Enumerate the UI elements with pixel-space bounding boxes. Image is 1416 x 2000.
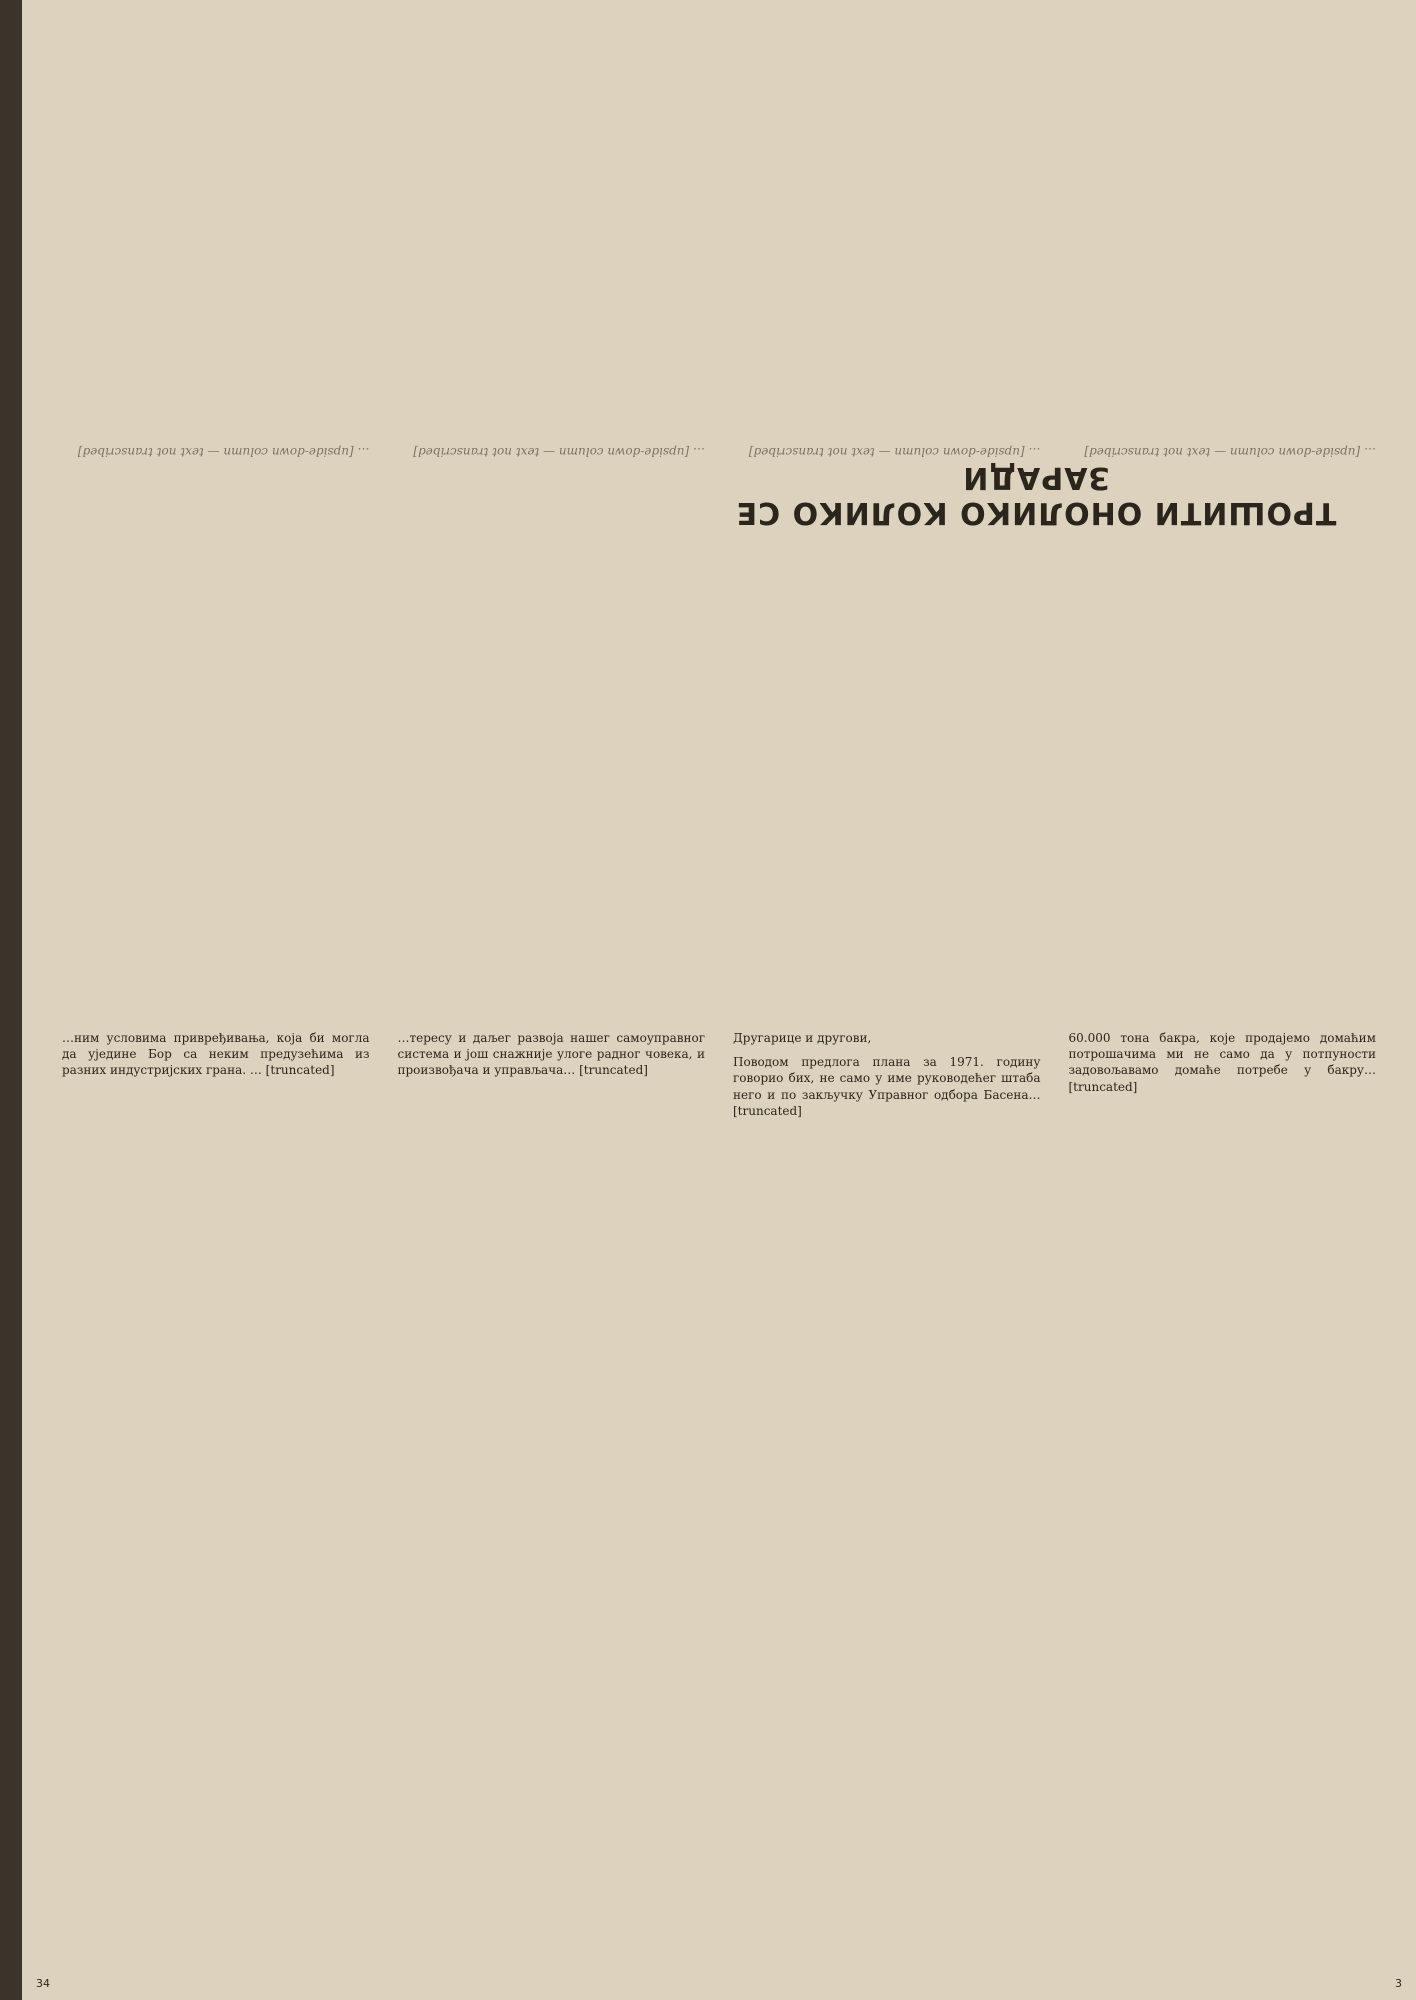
upper-page: [22, 0, 1416, 1000]
lower-column-4: 60.000 тона бакра, које продајемо домаћим потрошачима ми не само да у потпуности задовољавамо домаће потребе у бакру… [truncated]: [1068, 1031, 1376, 1094]
page-number-right: 3: [1395, 1977, 1402, 1990]
page-number-left: 34: [36, 1977, 50, 1990]
headline: ТРОШИТИ ОНОЛИКО КОЛИКО СЕ ЗАРАДИ: [735, 460, 1337, 530]
upper-column-2: … [upside-down column — text not transcribed]: [748, 445, 1041, 459]
lower-page: [22, 1000, 1416, 2000]
lower-column-2: …тересу и даљег развоја нашег самоуправног система и још снажније улоге радног човека, и произвођача и управљача… [truncated]: [397, 1031, 705, 1078]
salutation: Другарице и другови,: [733, 1031, 872, 1045]
upper-column-3: … [upside-down column — text not transcribed]: [413, 445, 705, 459]
binding-spine: [0, 0, 22, 2000]
upper-column-4: … [upside-down column — text not transcribed]: [77, 445, 370, 459]
upper-column-1: … [upside-down column — text not transcribed]: [1084, 445, 1376, 459]
lower-column-1: …ним условима привређивања, која би могла да уједине Бор са неким предузећима из разних индустријских грана. … [truncated]: [62, 1031, 370, 1078]
lower-column-3: Поводом предлога плана за 1971. годину говорио бих, не само у име руководећег штаба него и по закључку Управног одбора Басена… [truncated]: [733, 1055, 1041, 1118]
